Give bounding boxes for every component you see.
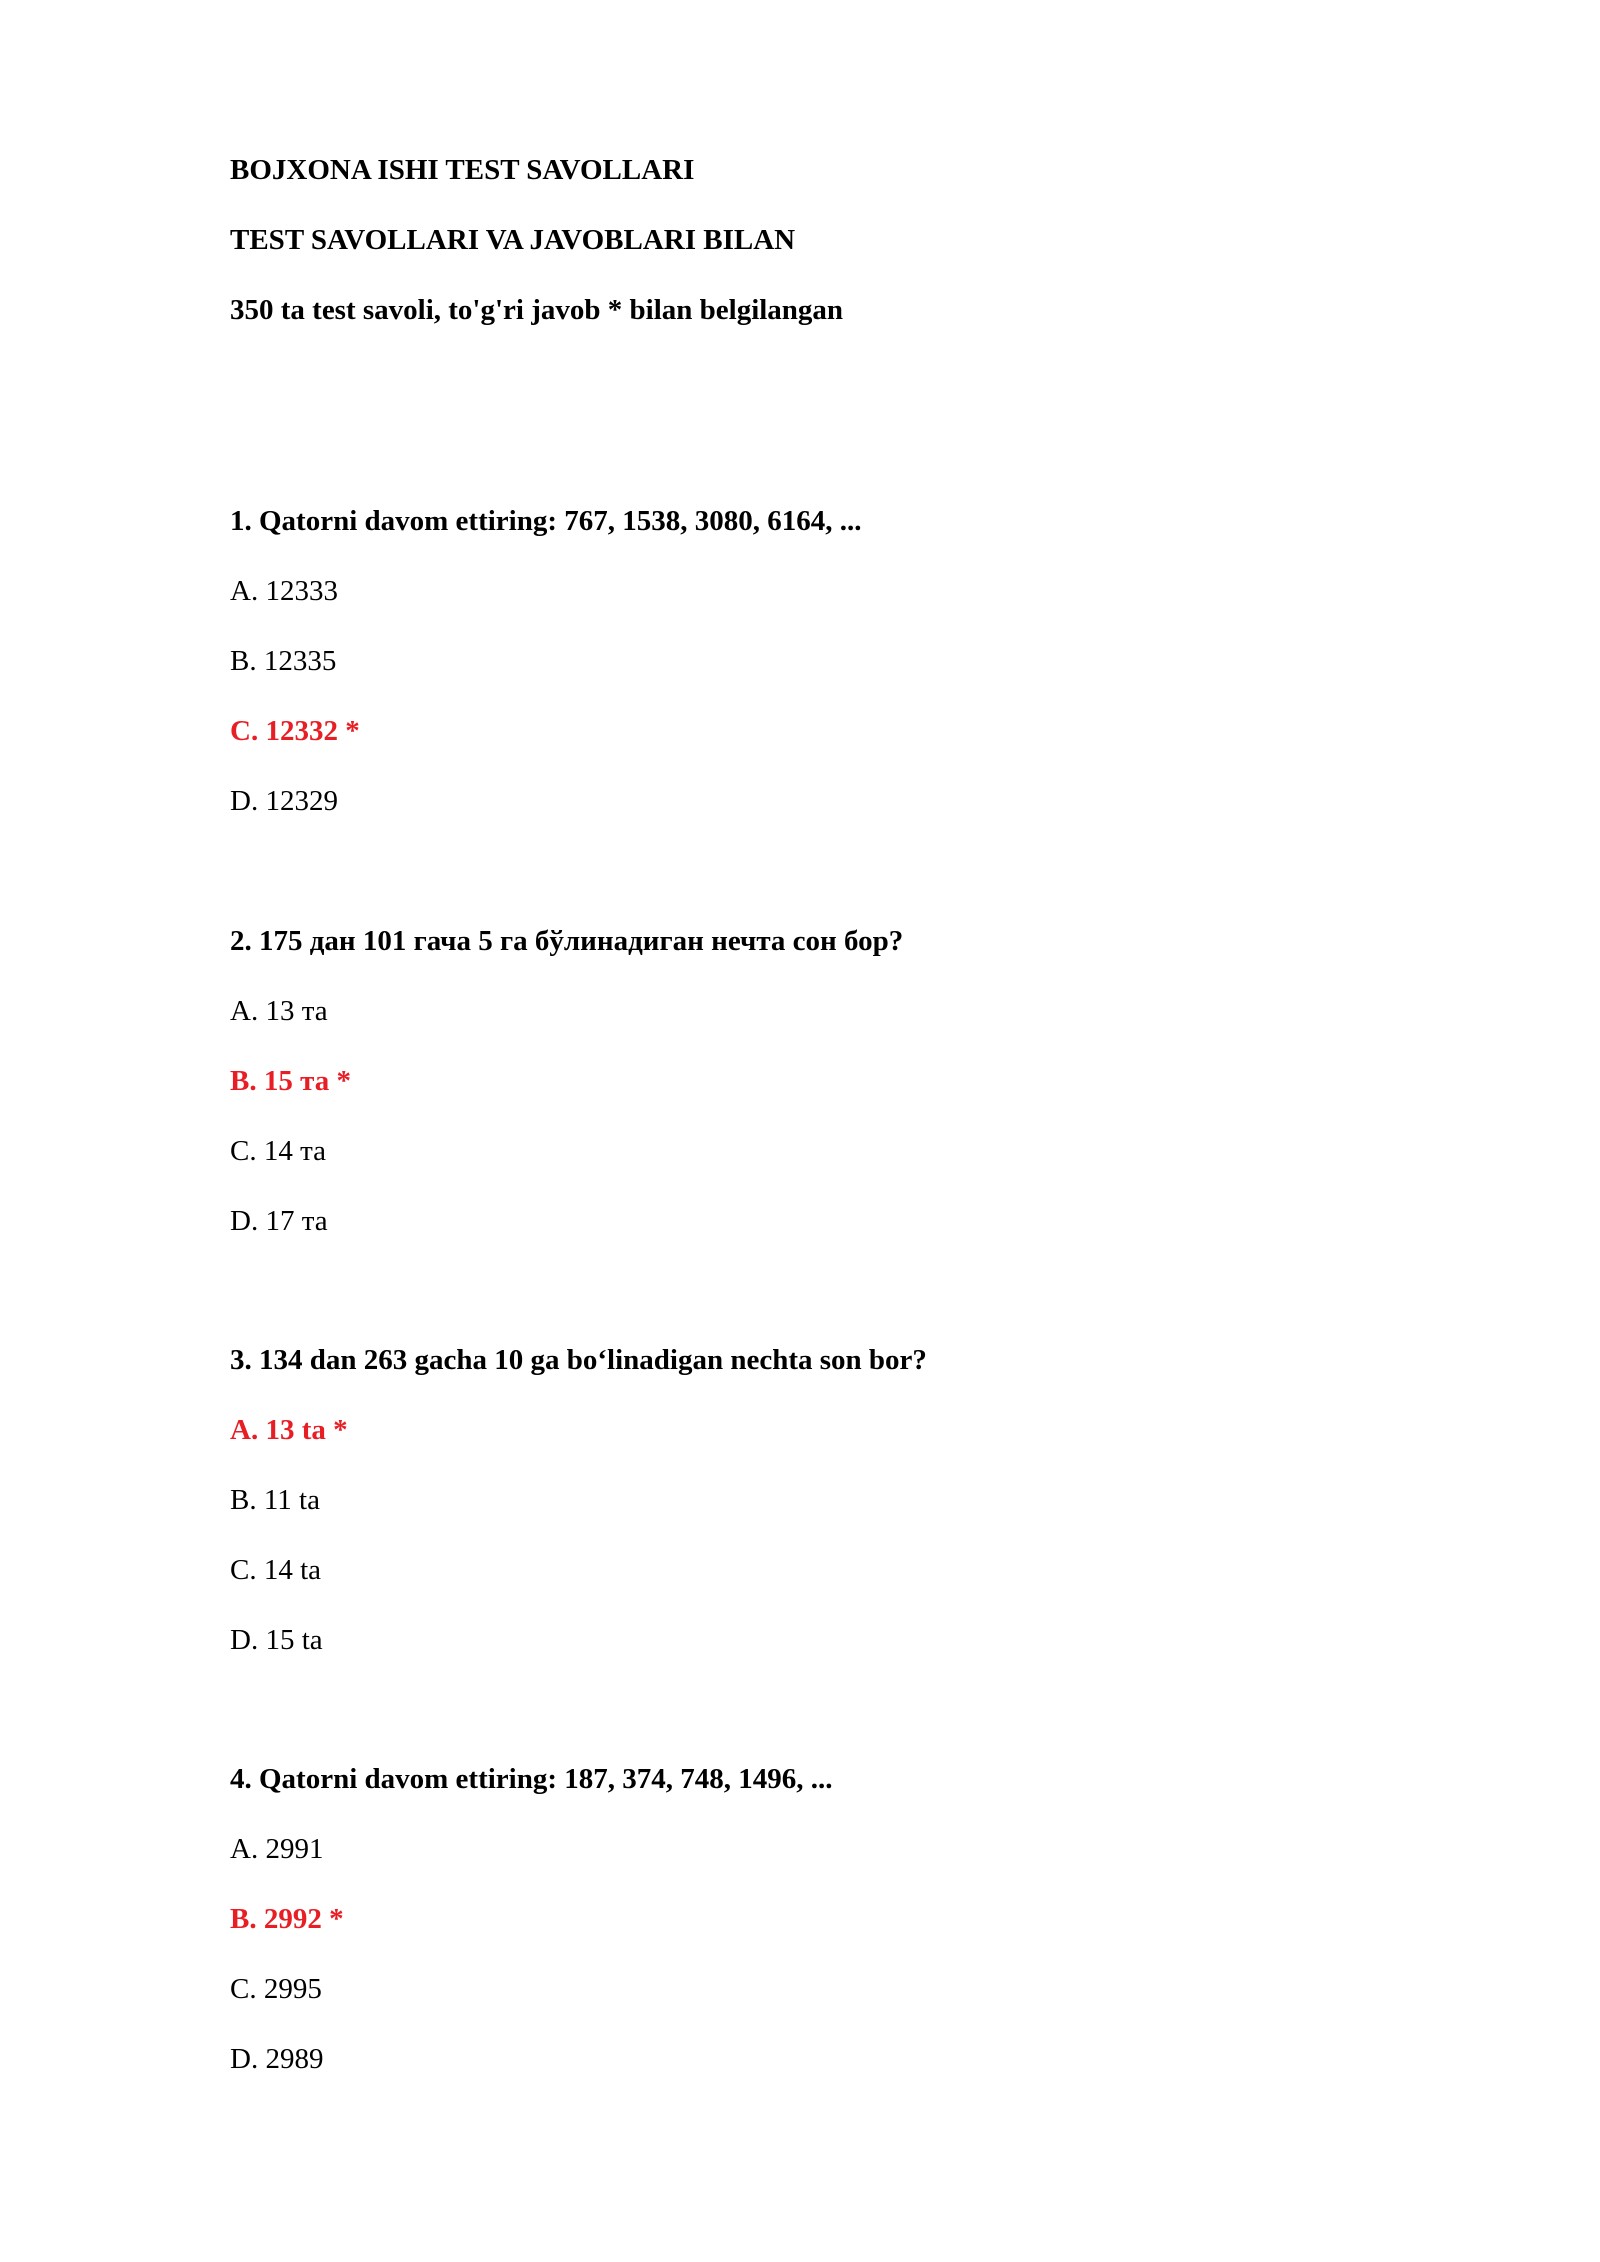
question-4-option-d: D. 2989 bbox=[230, 2043, 324, 2075]
question-4-text: 4. Qatorni davom ettiring: 187, 374, 748, 1496, ... bbox=[230, 1763, 833, 1795]
question-1-text: 1. Qatorni davom ettiring: 767, 1538, 3080, 6164, ... bbox=[230, 505, 862, 537]
question-3-option-b: B. 11 ta bbox=[230, 1484, 320, 1516]
question-2-option-a: A. 13 та bbox=[230, 995, 328, 1027]
question-1-option-b: B. 12335 bbox=[230, 645, 337, 677]
question-3-option-a-correct: A. 13 ta * bbox=[230, 1414, 348, 1446]
question-4-option-a: A. 2991 bbox=[230, 1833, 324, 1865]
question-4-option-b-correct: B. 2992 * bbox=[230, 1903, 344, 1935]
question-3-text: 3. 134 dan 263 gacha 10 ga bo‘linadigan nechta son bor? bbox=[230, 1344, 927, 1376]
question-2-option-c: C. 14 та bbox=[230, 1135, 326, 1167]
question-3-option-c: C. 14 ta bbox=[230, 1554, 322, 1586]
question-2-option-b-correct: B. 15 та * bbox=[230, 1065, 351, 1097]
question-1-option-c-correct: C. 12332 * bbox=[230, 715, 360, 747]
question-2-option-d: D. 17 та bbox=[230, 1205, 328, 1237]
question-4-option-c: C. 2995 bbox=[230, 1973, 322, 2005]
document-subtitle: TEST SAVOLLARI VA JAVOBLARI BILAN bbox=[230, 224, 796, 256]
document-title: BOJXONA ISHI TEST SAVOLLARI bbox=[230, 154, 695, 186]
question-1-option-d: D. 12329 bbox=[230, 785, 338, 817]
question-3-option-d: D. 15 ta bbox=[230, 1624, 323, 1656]
document-note: 350 ta test savoli, to'g'ri javob * bilan belgilangan bbox=[230, 294, 844, 326]
question-2-text: 2. 175 дан 101 гача 5 га бўлинадиган нечта сон бор? bbox=[230, 925, 904, 957]
question-1-option-a: A. 12333 bbox=[230, 575, 338, 607]
